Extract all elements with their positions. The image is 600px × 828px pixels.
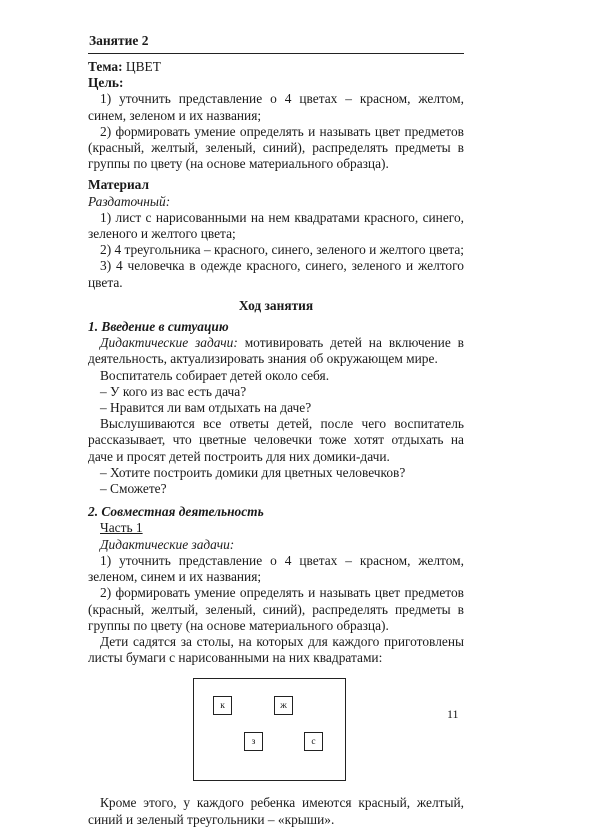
section1-para-5: – Хотите построить домики для цветных человечков? xyxy=(100,464,406,480)
material-subtitle: Раздаточный: xyxy=(88,193,171,209)
topic-value: ЦВЕТ xyxy=(125,59,161,74)
section2-part xyxy=(88,520,464,536)
section1-tasks-text: мотивировать детей на включение в деятельность, актуализировать знания об окружающем мире. xyxy=(88,335,464,367)
page-content xyxy=(88,32,464,828)
section1-para-3: – Нравится ли вам отдыхать на даче? xyxy=(100,400,312,416)
section1-tasks xyxy=(88,335,464,367)
section1-para-6: – Сможете? xyxy=(100,481,167,497)
section2-tasks-label: Дидактические задачи: xyxy=(100,536,235,552)
header-rule xyxy=(88,53,464,54)
section1-tasks-label: Дидактические задачи: xyxy=(100,335,238,351)
goal-item-2: 2) формировать умение определять и называть цвет предметов (красный, желтый, зеленый, синий), распределять предметы в группы по цвету (на основе материального образца). xyxy=(88,123,464,172)
section1-title: 1. Введение в ситуацию xyxy=(88,319,229,335)
square-blue: с xyxy=(304,732,323,751)
topic-label: Тема: xyxy=(88,59,123,74)
goal-item-1: 1) уточнить представление о 4 цветах – красном, желтом, синем, зеленом и их названия; xyxy=(88,91,464,123)
material-title: Материал xyxy=(88,177,149,193)
square-green: з xyxy=(244,732,263,751)
section2-item-2: 2) формировать умение определять и называть цвет предметов (красный, желтый, зеленый, синий), распределять предметы в группы по цвету (на основе материального образца). xyxy=(88,585,464,633)
section2-item-1: 1) уточнить представление о 4 цветах – красном, желтом, зеленом, синем и их названия; xyxy=(88,552,464,585)
topic-line xyxy=(88,59,464,75)
material-item-1: 1) лист с нарисованными на нем квадратами красного, синего, зеленого и желтого цвета; xyxy=(88,209,464,242)
section2-part-label: Часть 1 xyxy=(100,520,143,536)
page-number: 11 xyxy=(447,707,459,721)
square-red: к xyxy=(213,696,232,715)
section2-title: 2. Совместная деятельность xyxy=(88,504,264,520)
section1-para-4: Выслушиваются все ответы детей, после чего воспитатель рассказывает, что цветные человечки тоже хотят отдыхать на даче и просят детей построить для них домики-дачи. xyxy=(88,416,464,464)
section1-para-1: Воспитатель собирает детей около себя. xyxy=(100,367,330,383)
lesson-header: Занятие 2 xyxy=(89,33,149,48)
closing-paragraph: Кроме этого, у каждого ребенка имеются красный, желтый, синий и зеленый треугольники – «крыши». xyxy=(88,795,464,827)
material-item-2: 2) 4 треугольника – красного, синего, зеленого и желтого цвета; xyxy=(100,242,465,258)
material-item-3: 3) 4 человечка в одежде красного, синего, зеленого и желтого цвета. xyxy=(88,258,464,290)
squares-figure xyxy=(193,678,346,781)
progress-title: Ход занятия xyxy=(238,297,314,313)
goal-title: Цель: xyxy=(88,75,124,91)
section1-para-2: – У кого из вас есть дача? xyxy=(100,383,247,399)
square-yellow: ж xyxy=(274,696,293,715)
section2-paragraph: Дети садятся за столы, на которых для каждого приготовлены листы бумаги с нарисованными на них квадратами: xyxy=(88,633,464,666)
